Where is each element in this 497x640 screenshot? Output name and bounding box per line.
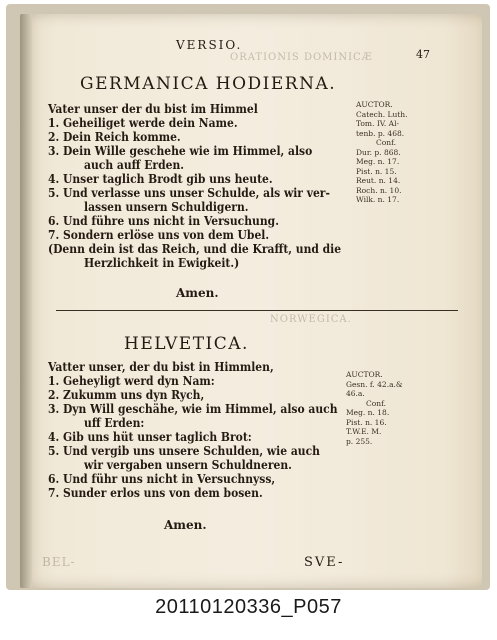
prayer-line: Herzlichkeit in Ewigkeit.)	[84, 255, 240, 270]
source-note: Reut. n. 14.	[356, 176, 401, 185]
prayer-line: 6. Und führ uns nicht in Versuchnyss,	[48, 471, 276, 486]
prayer-line: 2. Zukumm uns dyn Rych,	[48, 387, 205, 402]
prayer-line: 4. Unser taglich Brodt gib uns heute.	[48, 171, 273, 186]
amen-german: Amen.	[176, 286, 219, 300]
prayer-line: 4. Gib uns hüt unser taglich Brot:	[48, 429, 252, 444]
prayer-line: (Denn dein ist das Reich, und die Krafft, und die	[48, 241, 342, 256]
show-through-text: NORWEGICA.	[270, 314, 352, 325]
section-title-germanica: GERMANICA HODIERNA.	[80, 74, 337, 94]
source-note: p. 255.	[346, 436, 373, 446]
gutter	[20, 14, 32, 588]
source-note: 46.a.	[346, 389, 365, 398]
running-head: VERSIO.	[176, 38, 243, 52]
source-note: AUCTOR.	[356, 100, 393, 109]
prayer-line: lassen unsern Schuldigern.	[84, 199, 249, 214]
image-caption: 20110120336_P057	[155, 596, 342, 618]
source-note: Dur. p. 868.	[356, 147, 401, 157]
source-note: Tom. IV. Al-	[356, 119, 400, 128]
source-note: Meg. n. 18.	[346, 408, 390, 417]
page-number: 47	[416, 48, 430, 61]
section-title-helvetica: HELVETICA.	[124, 334, 249, 354]
source-note: Meg. n. 17.	[356, 157, 400, 166]
section-divider	[56, 310, 458, 311]
source-note: Pist. n. 15.	[356, 166, 397, 176]
prayer-line: 7. Sondern erlöse uns von dem Ubel.	[48, 227, 270, 242]
prayer-line: 3. Dein Wille geschehe wie im Himmel, also	[48, 143, 313, 158]
catchword: SVE-	[304, 555, 345, 570]
swiss-sources	[346, 370, 403, 446]
page	[20, 14, 482, 588]
prayer-line: 1. Geheiliget werde dein Name.	[48, 115, 238, 130]
source-note: Conf.	[366, 398, 386, 408]
german-prayer	[48, 102, 358, 274]
amen-swiss: Amen.	[164, 518, 207, 532]
prayer-line: uff Erden:	[84, 415, 145, 430]
prayer-line: auch auff Erden.	[84, 157, 185, 172]
source-note: Roch. n. 10.	[356, 185, 402, 195]
source-note: Catech. Luth.	[356, 109, 408, 119]
prayer-line: 7. Sunder erlos uns von dem bosen.	[48, 485, 263, 500]
prayer-line: 6. Und führe uns nicht in Versuchung.	[48, 213, 279, 228]
source-note: AUCTOR.	[346, 370, 383, 379]
prayer-line: 5. Und verlasse uns unser Schulde, als wir ver-	[48, 185, 330, 200]
book	[6, 4, 490, 590]
show-through-catchword: BEL-	[42, 555, 76, 569]
prayer-line: 3. Dyn Will geschähe, wie im Himmel, also auch	[48, 401, 338, 416]
source-note: tenb. p. 468.	[356, 128, 405, 138]
prayer-line: Vater unser der du bist im Himmel	[48, 101, 258, 116]
prayer-line: Vatter unser, der du bist in Himmlen,	[48, 359, 274, 374]
show-through-text: ORATIONIS DOMINICÆ	[230, 52, 373, 63]
source-note: T.W.E. M.	[346, 427, 382, 436]
prayer-line: 1. Geheyligt werd dyn Nam:	[48, 373, 215, 388]
swiss-prayer	[48, 360, 358, 506]
source-note: Wilk. n. 17.	[356, 195, 400, 204]
source-note: Pist. n. 16.	[346, 417, 387, 427]
german-sources	[356, 100, 408, 205]
prayer-line: wir vergaben unsern Schuldneren.	[84, 457, 292, 472]
prayer-line: 5. Und vergib uns unsere Schulden, wie auch	[48, 443, 320, 458]
prayer-line: 2. Dein Reich komme.	[48, 129, 181, 144]
source-note: Gesn. f. 42.a.&	[346, 379, 403, 389]
source-note: Conf.	[376, 138, 396, 147]
